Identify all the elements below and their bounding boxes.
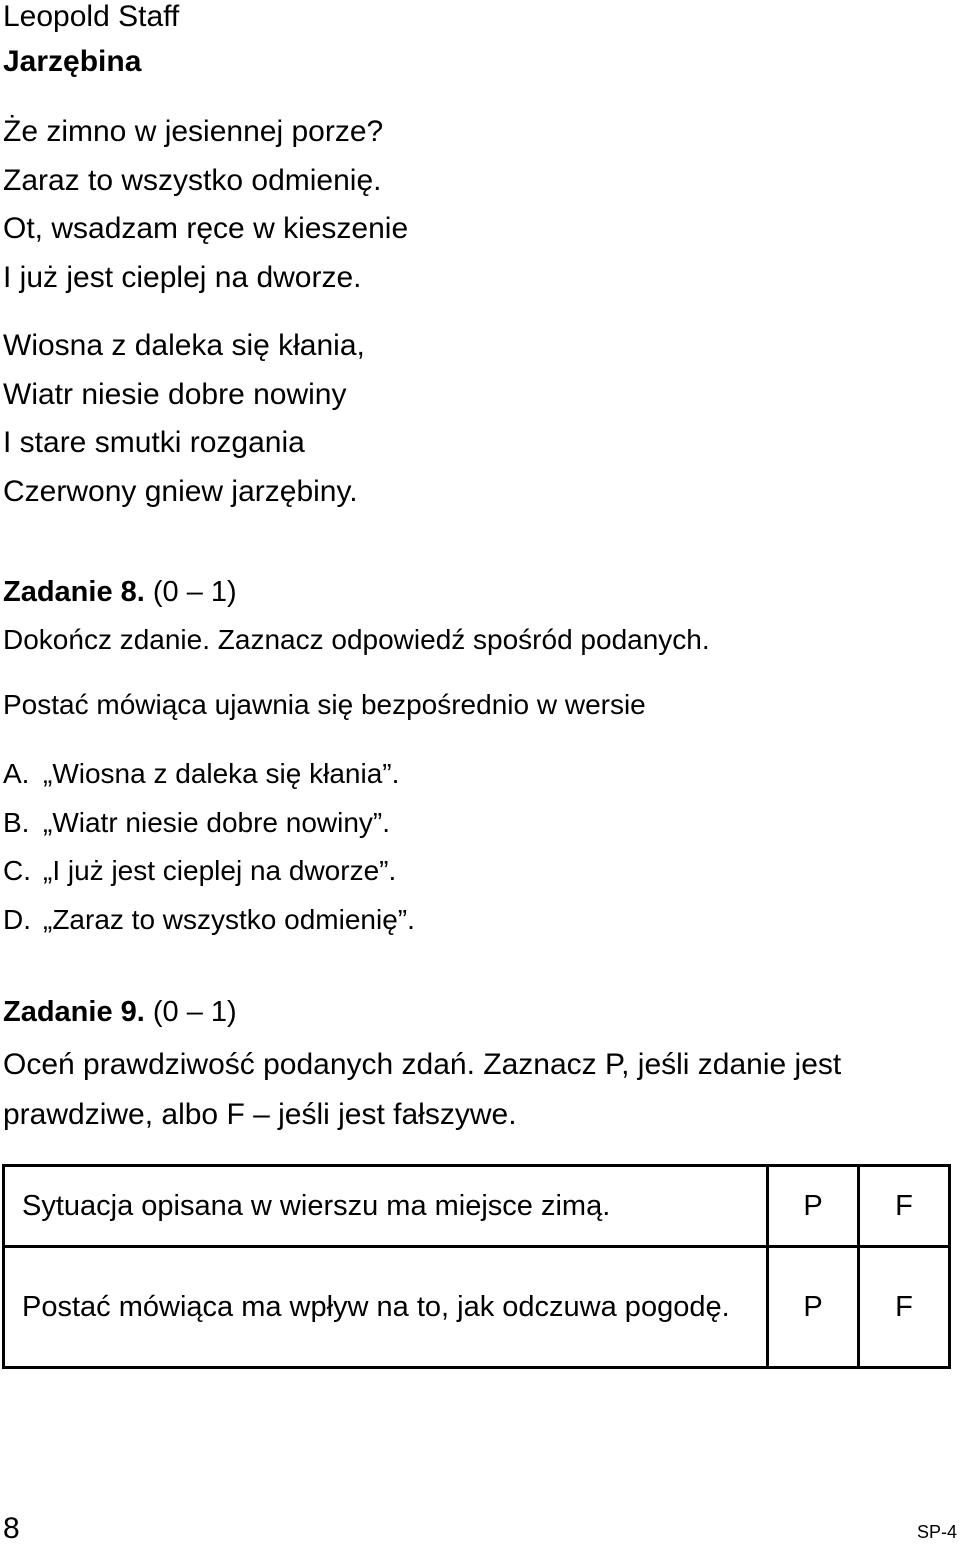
poem-stanza-1 — [3, 108, 408, 302]
page-number: 8 — [3, 1512, 20, 1545]
option-text: „I już jest cieplej na dworze”. — [43, 855, 397, 886]
option-letter: A. — [3, 758, 30, 789]
task-8-heading — [3, 575, 237, 609]
poem-line: Wiosna z daleka się kłania, — [3, 329, 365, 362]
answer-option-a[interactable] — [3, 750, 415, 799]
table-row — [4, 1166, 950, 1247]
poem-line: Że zimno w jesiennej porze? — [3, 115, 384, 148]
answer-option-c[interactable] — [3, 847, 415, 896]
poem-line: Zaraz to wszystko odmienię. — [3, 163, 382, 197]
answer-option-d[interactable] — [3, 896, 415, 945]
poem-title: Jarzębina — [3, 45, 142, 78]
true-option[interactable]: P — [768, 1247, 859, 1368]
task-8-options — [3, 750, 415, 944]
true-option[interactable]: P — [768, 1166, 859, 1247]
false-option[interactable]: F — [859, 1166, 950, 1247]
poem-line: I stare smutki rozgania — [3, 426, 305, 459]
task-8-stem: Postać mówiąca ujawnia się bezpośrednio w wersie — [3, 689, 646, 720]
true-false-table — [2, 1164, 951, 1369]
task-9-label: Zadanie 9. — [3, 996, 145, 1028]
task-8-label: Zadanie 8. — [3, 576, 145, 608]
poem-author: Leopold Staff — [3, 0, 180, 33]
poem-line: Ot, wsadzam ręce w kieszenie — [3, 212, 409, 245]
option-letter: C. — [3, 855, 31, 886]
poem-stanza-2 — [3, 322, 365, 516]
false-option[interactable]: F — [859, 1247, 950, 1368]
option-text: „Zaraz to wszystko odmienię”. — [43, 903, 415, 935]
poem-line: Wiatr niesie dobre nowiny — [3, 377, 347, 411]
statement-cell: Sytuacja opisana w wierszu ma miejsce zimą. — [4, 1166, 768, 1247]
option-text: „Wiatr niesie dobre nowiny”. — [43, 806, 391, 838]
statement-cell: Postać mówiąca ma wpływ na to, jak odczuwa pogodę. — [4, 1247, 768, 1368]
task-9-instruction: Oceń prawdziwość podanych zdań. Zaznacz P, jeśli zdanie jest prawdziwe, albo F – jeśli jest fałszywe. — [3, 1048, 842, 1131]
task-8-instruction: Dokończ zdanie. Zaznacz odpowiedź spośród podanych. — [3, 624, 710, 655]
task-8-points: (0 – 1) — [152, 576, 237, 608]
table-row — [4, 1247, 950, 1368]
task-9-points: (0 – 1) — [152, 996, 237, 1028]
poem-line: Czerwony gniew jarzębiny. — [3, 474, 358, 508]
task-9-heading — [3, 995, 237, 1029]
option-letter: D. — [3, 903, 31, 935]
exam-code: SP-4 — [916, 1522, 957, 1542]
option-letter: B. — [3, 806, 30, 838]
poem-line: I już jest cieplej na dworze. — [3, 260, 362, 294]
answer-option-b[interactable] — [3, 799, 415, 848]
option-text: „Wiosna z daleka się kłania”. — [43, 758, 400, 789]
